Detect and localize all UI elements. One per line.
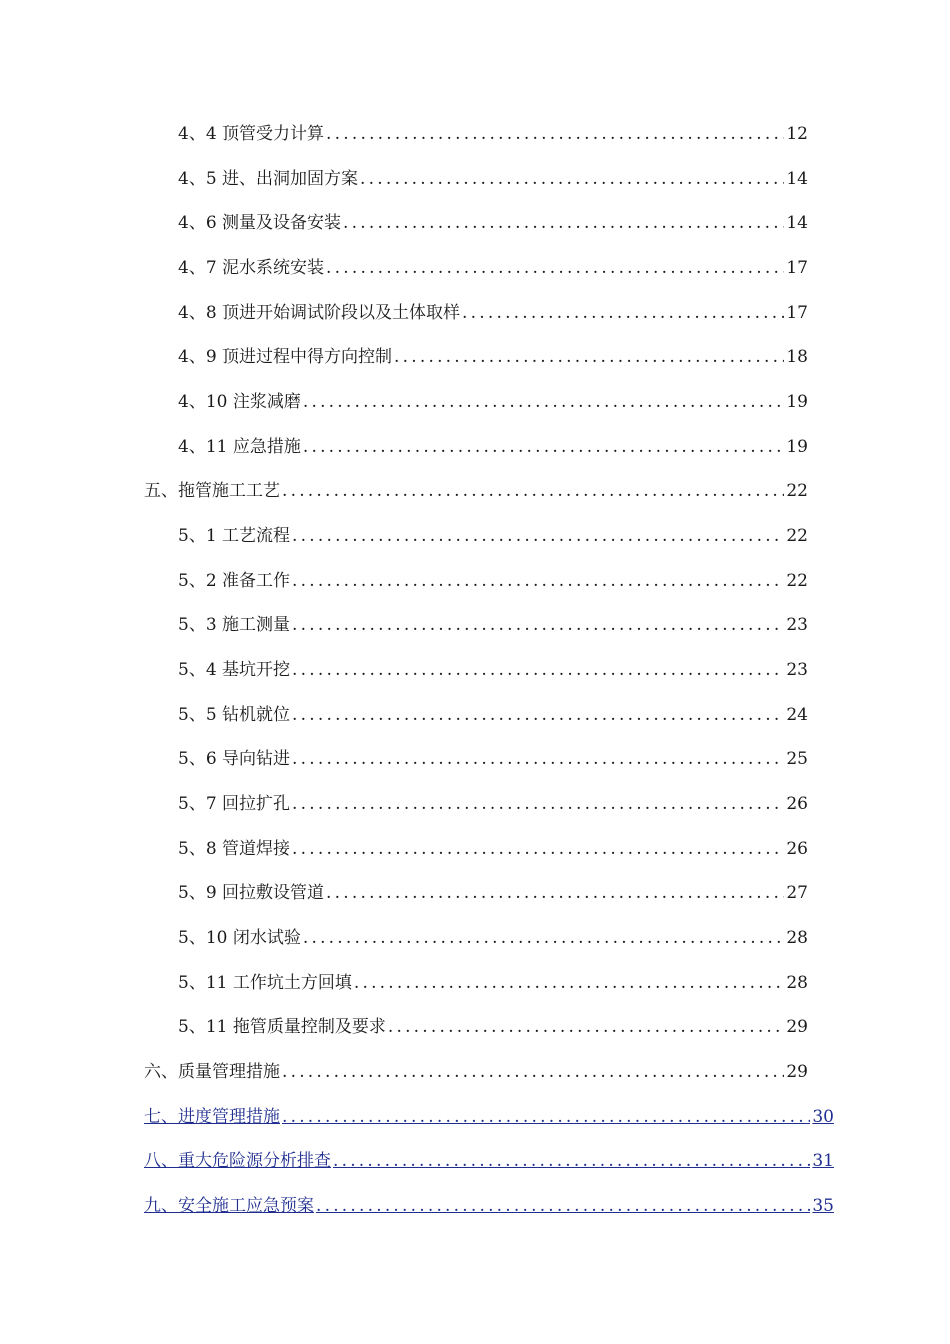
toc-page-number: 19	[786, 392, 808, 412]
toc-entry-label: 4、7 泥水系统安装	[178, 258, 325, 278]
toc-entry-label: 5、7 回拉扩孔	[178, 794, 291, 814]
toc-entry-label: 六、质量管理措施	[144, 1062, 280, 1082]
toc-page-number: 23	[786, 615, 808, 635]
toc-link-emergency-plan[interactable]	[144, 1192, 834, 1220]
toc-dot-leader	[354, 969, 785, 997]
toc-entry-label: 5、2 准备工作	[178, 571, 291, 591]
toc-dot-leader	[292, 522, 784, 550]
toc-dot-leader	[292, 611, 784, 639]
toc-entry	[178, 120, 808, 148]
toc-dot-leader	[282, 1058, 784, 1086]
toc-page-number: 25	[786, 749, 808, 769]
toc-chapter-entry	[144, 477, 808, 505]
toc-entry-label: 4、10 注浆减磨	[178, 392, 301, 412]
toc-dot-leader[interactable]	[316, 1192, 810, 1220]
toc-entry-label: 5、8 管道焊接	[178, 839, 291, 859]
toc-page-number: 22	[786, 526, 808, 546]
toc-entry-label: 4、8 顶进开始调试阶段以及土体取样	[178, 303, 461, 323]
toc-entry	[178, 567, 808, 595]
toc-dot-leader	[462, 299, 784, 327]
toc-entry	[178, 522, 808, 550]
toc-entry	[178, 433, 808, 461]
toc-entry-label: 4、9 顶进过程中得方向控制	[178, 347, 393, 367]
toc-entry-label: 5、3 施工测量	[178, 615, 291, 635]
toc-entry-label: 4、4 顶管受力计算	[178, 124, 325, 144]
toc-page-number: 12	[786, 124, 808, 144]
toc-dot-leader[interactable]	[333, 1147, 810, 1175]
toc-entry	[178, 656, 808, 684]
toc-entry-label: 5、6 导向钻进	[178, 749, 291, 769]
toc-page-number: 29	[786, 1062, 808, 1082]
toc-entry	[178, 790, 808, 818]
toc-entry-label[interactable]: 九、安全施工应急预案	[144, 1196, 314, 1216]
toc-entry-label: 4、6 测量及设备安装	[178, 213, 342, 233]
toc-dot-leader	[292, 745, 784, 773]
toc-entry	[178, 254, 808, 282]
toc-entry	[178, 165, 808, 193]
toc-entry-label: 5、9 回拉敷设管道	[178, 883, 325, 903]
toc-dot-leader	[292, 567, 784, 595]
toc-entry-label[interactable]: 八、重大危险源分析排查	[144, 1151, 331, 1171]
toc-entry-label: 4、11 应急措施	[178, 437, 301, 457]
toc-entry-label: 5、5 钻机就位	[178, 705, 291, 725]
toc-chapter-entry	[144, 1058, 808, 1086]
toc-page-number: 29	[786, 1017, 808, 1037]
toc-page-number: 24	[786, 705, 808, 725]
toc-page-number: 17	[786, 258, 808, 278]
toc-entry-label: 五、拖管施工工艺	[144, 481, 280, 501]
toc-page-number: 27	[786, 883, 808, 903]
toc-page-number: 17	[786, 303, 808, 323]
toc-entry	[178, 343, 808, 371]
toc-dot-leader	[292, 790, 784, 818]
toc-page-number[interactable]: 31	[812, 1151, 834, 1171]
toc-page-number: 19	[786, 437, 808, 457]
toc-dot-leader	[303, 433, 785, 461]
toc-page-number: 14	[786, 213, 808, 233]
toc-page-number: 26	[786, 839, 808, 859]
toc-page-number: 18	[786, 347, 808, 367]
toc-entry-label: 5、11 工作坑土方回填	[178, 973, 352, 993]
toc-dot-leader	[326, 254, 784, 282]
toc-page-number: 22	[786, 481, 808, 501]
toc-link-progress-management[interactable]	[144, 1103, 834, 1131]
toc-page-number: 28	[786, 973, 808, 993]
toc-entry-label: 5、4 基坑开挖	[178, 660, 291, 680]
toc-dot-leader	[292, 701, 784, 729]
toc-page-number: 28	[786, 928, 808, 948]
toc-dot-leader	[292, 835, 784, 863]
toc-dot-leader	[282, 477, 784, 505]
toc-page-number: 22	[786, 571, 808, 591]
toc-entry	[178, 209, 808, 237]
toc-entry	[178, 969, 808, 997]
toc-entry	[178, 611, 808, 639]
toc-entry	[178, 745, 808, 773]
toc-dot-leader[interactable]	[282, 1103, 810, 1131]
toc-page-number: 26	[786, 794, 808, 814]
toc-dot-leader	[292, 656, 784, 684]
toc-entry-label: 5、1 工艺流程	[178, 526, 291, 546]
toc-entry	[178, 1013, 808, 1041]
toc-page-number: 23	[786, 660, 808, 680]
toc-page-number: 14	[786, 169, 808, 189]
toc-dot-leader	[326, 120, 784, 148]
toc-entry	[178, 879, 808, 907]
toc-dot-leader	[326, 879, 784, 907]
toc-link-hazard-analysis[interactable]	[144, 1147, 834, 1175]
toc-dot-leader	[303, 924, 785, 952]
toc-entry-label[interactable]: 七、进度管理措施	[144, 1107, 280, 1127]
toc-dot-leader	[343, 209, 784, 237]
toc-dot-leader	[360, 165, 784, 193]
toc-entry	[178, 299, 808, 327]
toc-entry-label: 5、10 闭水试验	[178, 928, 301, 948]
toc-dot-leader	[388, 1013, 785, 1041]
toc-entry	[178, 701, 808, 729]
toc-entry	[178, 388, 808, 416]
toc-dot-leader	[303, 388, 785, 416]
toc-entry	[178, 924, 808, 952]
toc-page-number[interactable]: 30	[812, 1107, 834, 1127]
toc-page-number[interactable]: 35	[812, 1196, 834, 1216]
toc-dot-leader	[394, 343, 784, 371]
toc-entry	[178, 835, 808, 863]
toc-entry-label: 4、5 进、出洞加固方案	[178, 169, 359, 189]
toc-entry-label: 5、11 拖管质量控制及要求	[178, 1017, 386, 1037]
